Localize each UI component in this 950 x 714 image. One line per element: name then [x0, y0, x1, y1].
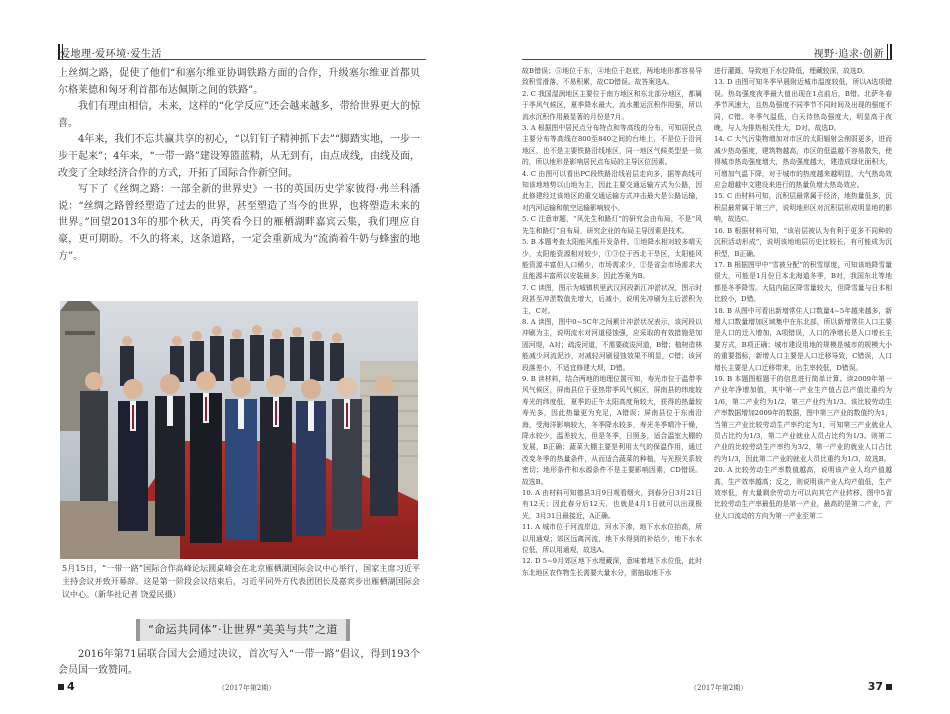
page-number-text: 37: [867, 680, 883, 693]
answer-item: 进行灌溉，导致地下水位降低，埋藏较深，故选D。: [714, 67, 869, 75]
answer-item: 8. A 读图，图中0~5C年之间累计冲淤状况表示，该河段以冲刷为主，说明流水对河道侵蚀强，应采取的有效措施是加固河堤，A对；疏浚河道，不需要疏浚河道，B错；植树造林能减少河流泥沙，对减轻河刷侵蚀效果不明显，C错；该河段落差小，不适宜修建大坝，D错。: [522, 317, 702, 372]
header-rule: [58, 59, 426, 60]
left-page-number: [58, 680, 75, 693]
left-body-text: [58, 66, 420, 265]
right-page-header: [522, 44, 892, 62]
answer-item: 15. C 由材料可知，沉积层最常属于经济，地热量低多，沉积层最常属于第三产，说明地形区对沉积层形成明显地的影响，故选C。: [714, 192, 892, 224]
answer-item: 5. B 本题考查太阳能风能开发条件。①地降水相对较多晴天少，太阳能资源相对较少，①③位于西北干旱区，太阳能风能资源丰富但人口稀少，市场需求少，②是省会市场需求大且能源丰富所以安装最多，因此答案为B。: [522, 238, 702, 281]
left-issue-label: （2017年第2期）: [218, 684, 276, 692]
answer-item: 12. D 5~9月郊区地下水埋藏深，意味着地下水位低，此时东北地区农作物生长需要大量水分，需抽取地下水: [522, 557, 702, 577]
left-page: [58, 44, 426, 704]
left-page-header: [58, 44, 426, 62]
right-page-footer: [522, 680, 892, 696]
square-icon: [58, 684, 64, 690]
left-header-title: 爱地理·爱环境·爱生活: [60, 49, 162, 60]
answer-item: 18. B 从图中可看出新增常住人口数量4~5年越来越多，新增人口数量增加区域集中在东北部，所以新增常住人口主要是人口的迁入增加，A项错误，人口的净增长是人口增长主要方式，B项正确；城市建设用地的规模是城市的规模大小的重要指标，新增人口主要是人口迁移导致，C错误，人口增长主要是人口迁移带来，出生率较低，D错误。: [714, 306, 892, 372]
header-bar: [887, 44, 888, 59]
summit-photo: [60, 301, 418, 559]
paragraph: 上丝绸之路，促使了他们“和塞尔维亚协调铁路方面的合作，升级塞尔维亚首都贝尔格莱德和匈牙利首都布达佩斯之间的铁路”。: [58, 68, 420, 96]
answer-item: 11. A 城市位于河流岸边，河水下渗，地下水水位抬高，所以用通观；郊区远离河流，地下水得到的补给少，地下水水位低，所以用通观，故选A。: [522, 523, 702, 555]
answer-item: 13. D 由图可知冬季早晨附近城市温度较低，所以A选项错误。热岛强度夜季最大值出现在1点前后，B错。北萨冬春季节风速大，且热岛强度不同季节不同时间及出现的强度不同，C错。冬季气温低，白天待热岛强度大，明显高于夜晚，与人为排热相关性大，D对。故选D。: [714, 78, 892, 133]
answer-item: 10. A 由材料可知德县3月9日观看烟火，到春分日3月21日有12天；因此春分后12天，也就是4月1日就可以出现极光，3月31日最接近，A正确。: [522, 489, 702, 520]
paragraph: 写下了《丝绸之路：一部全新的世界史》一书的英国历史学家彼得·弗兰科潘说：“丝绸之路曾经塑造了过去的世界，甚至塑造了当今的世界，也将塑造未来的世界。”回望2013年的那个秋天，再笑看今日的雁栖湖畔嘉宾云集，我们理应自豪，更可期盼。不久的将来，这条道路，一定会重新成为“流淌着牛奶与蜂蜜的地方”。: [58, 184, 420, 262]
answer-item: 3. A 根据图中居民点分布特点和等高线的分布，可知居民点主要分布等高线在800至840之间的台地上，不是位于沿河地区，也不是主要铁路沿线地区，同一地区气候类型是一致的，所以地形是影响居民点布局的主导区位因素。: [522, 124, 702, 167]
header-bar: [890, 44, 892, 59]
answer-item: 17. B 根据图甲中“雪被分配”的积雪厚度，可知该地降雪量很大，可能是1月份日本北海道冬季，B对，我国东北等地都是冬季降雪。大陆内陆区降雪量较大，但降雪量与日本相比较小，D错。: [714, 260, 892, 304]
photo-caption: 5月15日，“一带一路”国际合作高峰论坛圆桌峰会在北京雁栖湖国际会议中心举行，国家主席习近平主持会议并致开幕辞。这是第一阶段会议结束后，习近平同外方代表团团长及嘉宾步出雁栖湖国际会议中心。（新华社记者 饶爱民摄）: [62, 564, 420, 599]
answer-item: 2. C 我国湿润地区主要位于南方地区和东北部分地区，都属于季风气候区，夏季降水最大，流水搬运沉积作用强，所以流水沉积作用最显著的月份是7月。: [522, 89, 702, 121]
answer-item: 19. B 本题图框题干的信息进行简单计算。读2009年第一产业年净增加值，其中第一产业生产值占总产值比重约为1/6，第二产业约为1/2，第三产业约为1/3。该比较劳动生产率数据增加2009年的数据，图中第三产业的数值约为1，当第三产业比较劳动生产率约定为1，可知第三产业就业人员占比约为1/3，第二产业就业人员占比约为1/3。则第二产业的比较劳动生产率约为3/2，第一产业的就业人口占比约为1/3，因此第二产业的就业人员比重约为1/3，故选B。: [714, 374, 892, 463]
paragraph: 我们有理由相信，未来，这样的“化学反应”还会越来越多，带给世界更大的惊喜。: [58, 101, 420, 129]
square-icon: [886, 684, 892, 690]
answer-item: 14. C 大气污染物增加对市区的太阳辐射会削弱更多，进而减少热岛强度，建筑物越高，市区的低温越不容易散失，使得城市热岛强度增大，热岛强度越大，建造成绿化面积大，可增加气温下降，对于城市的热度越来越明显，大气热岛效应会超越中文建设来进行的热量负增大热岛效应。: [714, 135, 892, 190]
answer-item: 故B错误；⑤地位于东，④地位于赵底，两地地形都容易导致积雪滑落，不易积累，故CD错误。故答案选A。: [522, 67, 702, 87]
answer-item: 16. B 根据材料可知，“该岩层被认为有利于更多不同种的沉积活动形成”，说明该地地层历史比较长，有可能成为沉积型，B正确。: [714, 226, 892, 258]
section-banner: “命运共同体”·让世界“美美与共”之道: [136, 619, 350, 641]
left-page-footer: [58, 680, 426, 696]
answer-item: 9. B 读材料，结合两地的地理位置可知，寿光市位于温带季风气候区，屏南县位于亚热带季风气候区，屏南县的纬度较寿光的纬度低，夏季的正午太阳高度角较大，获得的热量较寿光多，因此热量更为充足，A错误；屏南县位于东南沿海，受海洋影响较大，冬季降水较多，寿光冬季晴冷干燥，降水较少，温差较大，但是冬季，日照多，适合温室大棚的发展，B正确；蔬菜大棚主要是利用太气的保温作用，通过改变冬季的热量条件，从而适合蔬菜的种植，与光照关系较密切；地形条件和水源条件不是主要影响因素，CD错误。故选B。: [522, 374, 702, 486]
right-header-title: 视野·追求·创新: [813, 49, 884, 60]
right-page-number: [868, 680, 892, 693]
right-page: [522, 44, 892, 704]
paragraph: 2016年第71届联合国大会通过决议，首次写入“一带一路”倡议，得到193个会员国一致赞同。: [58, 649, 420, 676]
right-issue-label: （2017年第2期）: [690, 684, 748, 692]
paragraph: 4年来，我们不忘共赢共享的初心，“以钉钉子精神抓下去”“脚踏实地，一步一步干起来”；4年来，“一带一路”建设筹篮蓝精，从无到有，由点成线，由线及面，改变了全球经济合作的方式，开拓了国际合作新空间。: [58, 134, 420, 179]
answer-item: 5. C 注意审题，“风先生和路灯”的研究会由布局，不是“风先生和路灯”自布局，研究企业的布局主导因素是技术。: [522, 215, 702, 235]
answer-item: 7. C 读图，图示为城镇机里武汉河段新江冲淤状况，图示时段甚至冲淤数值先增大，后减小，说明先冲刷为主后淤积为主，C对。: [522, 283, 702, 315]
answer-item: 20. A 比较劳动生产率数值越高，说明该产业人均产值越高，生产效率越高；反之，则说明该产业人均产值低，生产效率低，有大量剩余劳动力可以向其它产业转移。图中5省比较劳动生产率最低的是第一产业，最高的是第二产业，产业人口流动的方向为第一产业至第二: [714, 466, 892, 520]
page-number-text: 4: [67, 680, 75, 693]
answer-column-right: [714, 66, 892, 522]
left-bottom-text: [58, 647, 420, 679]
summit-photo-illustration: [60, 301, 418, 559]
answer-column-left: [522, 66, 702, 579]
answer-item: 4. C 由图可以看出PC段铁路沿线岩层走向多，据等高线可知该地地势以山地为主，因此主要交通运输方式为公路，因此修建经过该地区的重交通运输方式冲击最大是公路运输，对内河运输和航空运输影响较小。: [522, 169, 702, 212]
